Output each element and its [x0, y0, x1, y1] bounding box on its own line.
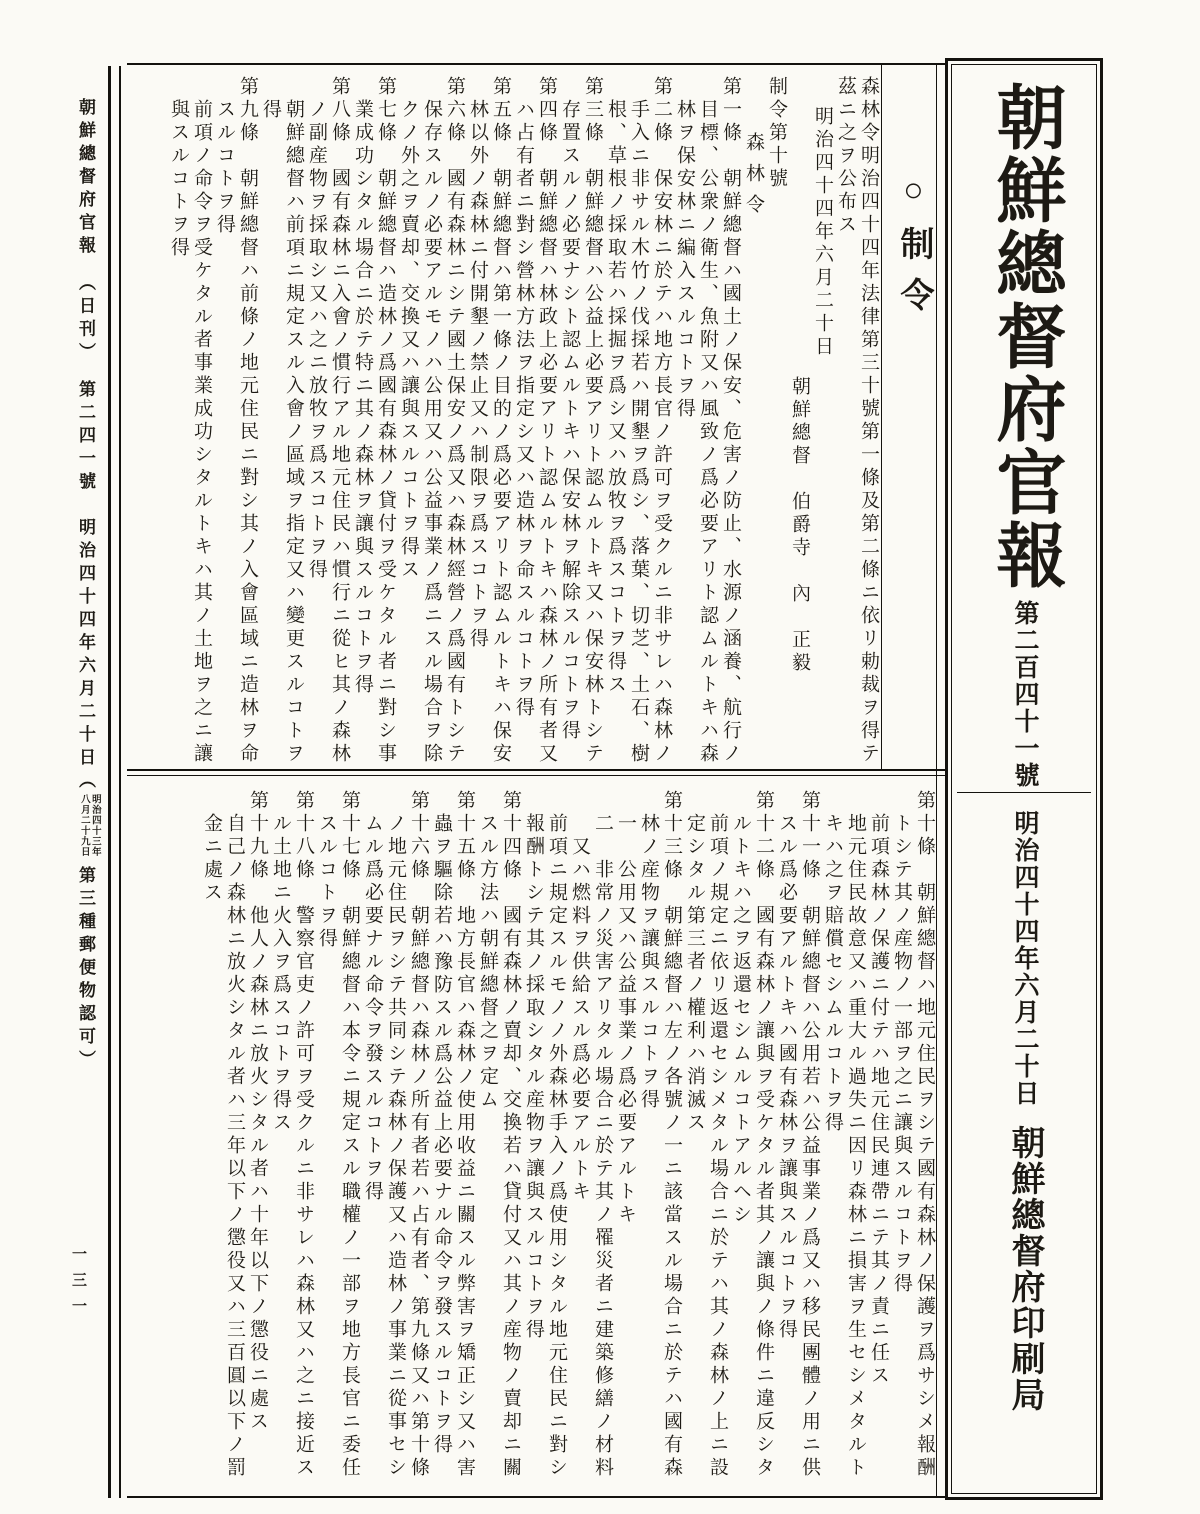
governor-signature: 朝鮮總督 伯爵寺 內 正毅 — [789, 376, 810, 675]
article-11: 第十一條 朝鮮總督ハ公用若ハ公益事業ノ爲又ハ移民團體ノ用ニ供スル爲必要アルトキハ國有森林ヲ讓與スルコトヲ得 — [776, 790, 820, 1480]
half-divider-rule-a — [127, 769, 947, 771]
article-19: 第十九條 他人ノ森林ニ放火シタル者ハ十年以下ノ懲役ニ處ス — [247, 790, 268, 1434]
article-17: 第十七條 朝鮮總督ハ本令ニ規定スル職權ノ一部ヲ地方長官ニ委任スルコトヲ得 — [316, 790, 360, 1480]
article-10-paragraph-3: 地元住民故意又ハ重大ル過失ニ因リ森林ニ損害ヲ生セシメタルトキハ之ヲ賠償セシムルコトヲ得 — [822, 813, 866, 1480]
main-bottom-border — [127, 1496, 947, 1498]
masthead-imprint — [1002, 810, 1046, 1413]
article-13: 第十三條 朝鮮總督ハ左ノ各號ノ一ニ該當スル場合ニ於テハ國有森林ノ産物ヲ讓與スルコトヲ得 — [638, 790, 682, 1480]
masthead-divider — [957, 792, 1091, 793]
article-13-item-2: 二 非常ノ災害アリタル場合ニ於テ其ノ罹災者ニ建築修繕ノ材料又ハ燃料ヲ供給スル爲必要アルトキ — [569, 813, 613, 1480]
sidebar-publication-line — [66, 98, 100, 1248]
postal-permit-label: 第三種郵便物認可） — [76, 866, 95, 1073]
article-8: 第八條 國有森林ニ入會ノ慣行アル地元住民ハ慣行ニ從ヒ其ノ森林ノ副産物ヲ採取シ又ハ之ニ放牧ヲ爲スコトヲ得 — [306, 76, 350, 766]
article-13-paragraph-2: 前項ニ規定スルモノノ外森林手入ノ爲使用シタル地元住民ニ對シ報酬トシテ其ノ採取シタル産物ヲ讓與スルコトヲ得 — [523, 813, 567, 1480]
article-18: 第十八條 警察官吏ノ許可ヲ受クルニ非サレハ森林又ハ之ニ接近スル土地ニ火入ヲ爲スコトヲ得ス — [270, 790, 314, 1480]
law-body-bottom — [130, 790, 936, 1490]
article-16: 第十六條 朝鮮總督ハ森林ノ所有者若ハ占有者、第九條又ハ第十條ノ地元住民ヲシテ共同シテ森林ノ保護又ハ造林ノ事業ニ從事セシムル爲必要ナル命令ヲ發スルコトヲ得 — [362, 790, 429, 1480]
promulgation-date: 明治四十四年六月二十日 — [812, 106, 833, 359]
section-header: ○制令 — [895, 172, 932, 328]
masthead-title: 朝鮮總督府官報 — [986, 81, 1063, 592]
article-4: 第四條 朝鮮總督ハ林政上必要アリト認ムルトキハ森林ノ所有者又ハ占有者ニ對シ營林方法ヲ指定シ又ハ造林ヲ命スルコトヲ得 — [513, 76, 557, 766]
article-12: 第十二條 國有森林ノ讓與ヲ受ケタル者其ノ讓與ノ條件ニ違反シタルトキハ之ヲ返還セシムルコトアルヘシ — [730, 790, 774, 1480]
law-body-top — [130, 76, 880, 768]
article-8-paragraph-2: 朝鮮總督ハ前項ニ規定スル入會ノ區域ヲ指定又ハ變更スルコトヲ得 — [260, 99, 304, 766]
article-13-item-1: 一 公用又ハ公益事業ノ爲必要アルトキ — [615, 813, 636, 1227]
main-top-border — [127, 63, 947, 65]
page-number: 一三一 — [70, 1246, 86, 1324]
article-5: 第五條 朝鮮總督ハ第一條ノ目的ノ爲必要アリト認ムルトキハ保安林以外ノ森林ニ付開墾ノ禁止又ハ制限ヲ爲スコトヲ得 — [467, 76, 511, 766]
decree-number: 制令第十號 — [766, 76, 787, 191]
postal-permit-date-note: 明治四十三年八月二十九日 — [78, 794, 100, 857]
article-7: 第七條 朝鮮總督ハ造林ノ爲國有森林ノ貸付ヲ受ケタル者ニ對シ事業成功シタル場合ニ於テ特ニ其ノ森林ヲ讓與スルコトヲ得 — [352, 76, 396, 766]
masthead-inner-frame — [951, 64, 1097, 1494]
article-10: 第十條 朝鮮總督ハ地元住民ヲシテ國有森林ノ保護ヲ爲サシメ報酬トシテ其ノ産物ノ一部ヲ之ニ讓與スルコトヲ得 — [891, 790, 935, 1480]
article-19-paragraph-2: 自己ノ森林ニ放火シタル者ハ三年以下ノ懲役又ハ三百圓以下ノ罰金ニ處ス — [201, 813, 245, 1480]
masthead-date: 明治四十四年六月二十日 — [1011, 810, 1038, 1107]
article-9: 第九條 朝鮮總督ハ前條ノ地元住民ニ對シ其ノ入會區域ニ造林ヲ命スルコトヲ得 — [214, 76, 258, 766]
law-title: 森林令 — [743, 132, 764, 225]
section-header-rule — [881, 64, 882, 771]
article-9-paragraph-2: 前項ノ命令ヲ受ケタル者事業成功シタルトキハ其ノ土地ヲ之ニ讓與スルコトヲ得 — [168, 99, 212, 766]
main-right-border — [936, 63, 937, 1498]
masthead — [945, 58, 1103, 1500]
article-1: 第一條 朝鮮總督ハ國土ノ保安、危害ノ防止、水源ノ涵養、航行ノ目標、公衆ノ衛生、魚附又ハ風致ノ爲必要アリト認ムルトキハ森林ヲ保安林ニ編入スルコトヲ得 — [674, 76, 741, 766]
article-14: 第十四條 國有森林ノ賣却、交換若ハ貸付又ハ其ノ産物ノ賣却ニ關スル方法ハ朝鮮總督之ヲ定ム — [477, 790, 521, 1480]
article-10-paragraph-2: 前項森林ノ保護ニ付テハ地元住民連帶ニテ其ノ責ニ任ス — [868, 813, 889, 1388]
article-12-paragraph-2: 前項ノ規定ニ依リ返還セシメタル場合ニ於テハ其ノ森林ノ上ニ設定シタル第三者ノ權利ハ消滅ス — [684, 813, 728, 1480]
masthead-publisher: 朝鮮總督府印刷局 — [1006, 1125, 1043, 1413]
article-6: 第六條 國有森林ニシテ國土保安ノ爲又ハ森林經營ノ爲國有トシテ保存スルノ必要アルモノハ公用又ハ公益事業ノ爲ニスル場合ヲ除クノ外之ヲ賣却、交換又ハ讓與スルコトヲ得ス — [398, 76, 465, 766]
sidebar-issue-info: 朝鮮總督府官報 （日刊） 第二四一號 明治四十四年六月二十日（ — [76, 98, 95, 794]
promulgation-intro: 森林令明治四十四年法律第三十號第一條及第二條ニ依リ勅裁ヲ得テ茲ニ之ヲ公布ス — [835, 76, 879, 766]
half-divider-rule-b — [127, 775, 947, 776]
article-2: 第二條 保安林ニ於テハ地方長官ノ許可ヲ受クルニ非サレハ森林ノ手入ニ非サル木竹ノ伐採若ハ開墾ヲ爲シ、落葉、切芝、土石、樹根、草根ノ採取若ハ採掘ヲ爲シ又ハ放牧ヲ爲スコトヲ得ス — [605, 76, 672, 766]
article-3: 第三條 朝鮮總督ハ公益上必要アリト認ムルトキ又ハ保安林トシテ存置スルノ必要ナシト認ムルトキハ保安林ヲ解除スルコトヲ得 — [559, 76, 603, 766]
article-15: 第十五條 地方長官ハ森林ノ使用收益ニ關スル弊害ヲ矯正シ又ハ害蟲ヲ驅除若ハ豫防スル爲公益上必要ナル命令ヲ發スルコトヲ得 — [431, 790, 475, 1480]
masthead-issue-number: 第二百四十一號 — [1011, 600, 1038, 789]
sidebar-divider-rule — [108, 66, 121, 1498]
